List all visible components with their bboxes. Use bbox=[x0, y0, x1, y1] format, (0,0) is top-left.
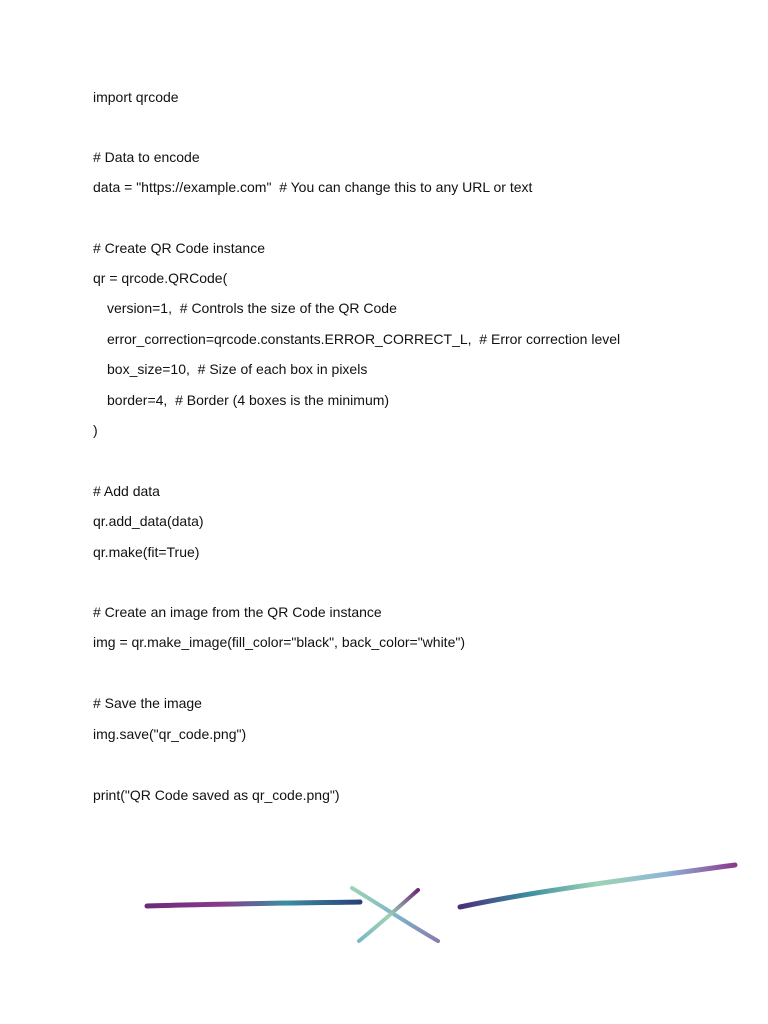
code-line-import: import qrcode bbox=[93, 89, 179, 105]
code-line-add-data: qr.add_data(data) bbox=[93, 513, 204, 529]
stroke-left-line bbox=[147, 902, 360, 906]
code-comment-add-data: # Add data bbox=[93, 483, 160, 499]
decorative-signature-strokes bbox=[0, 840, 768, 970]
code-comment-save-image: # Save the image bbox=[93, 695, 202, 711]
stroke-right-line bbox=[460, 865, 735, 907]
code-line-close-paren: ) bbox=[93, 422, 98, 438]
code-comment-create-image: # Create an image from the QR Code instance bbox=[93, 604, 382, 620]
code-line-make: qr.make(fit=True) bbox=[93, 544, 200, 560]
code-line-save: img.save("qr_code.png") bbox=[93, 726, 247, 742]
code-comment-data: # Data to encode bbox=[93, 149, 200, 165]
code-line-print: print("QR Code saved as qr_code.png") bbox=[93, 787, 340, 803]
stroke-x-down bbox=[352, 888, 438, 941]
code-line-qrcode-call: qr = qrcode.QRCode( bbox=[93, 270, 228, 286]
code-comment-create-qr: # Create QR Code instance bbox=[93, 240, 265, 256]
code-line-version: version=1, # Controls the size of the QR Code bbox=[107, 300, 397, 316]
code-line-make-image: img = qr.make_image(fill_color="black", back_color="white") bbox=[93, 634, 465, 650]
code-line-box-size: box_size=10, # Size of each box in pixels bbox=[107, 361, 368, 377]
code-line-error-correction: error_correction=qrcode.constants.ERROR_CORRECT_L, # Error correction level bbox=[107, 331, 621, 347]
code-line-data: data = "https://example.com" # You can change this to any URL or text bbox=[93, 179, 533, 195]
code-line-border: border=4, # Border (4 boxes is the minimum) bbox=[107, 392, 390, 408]
